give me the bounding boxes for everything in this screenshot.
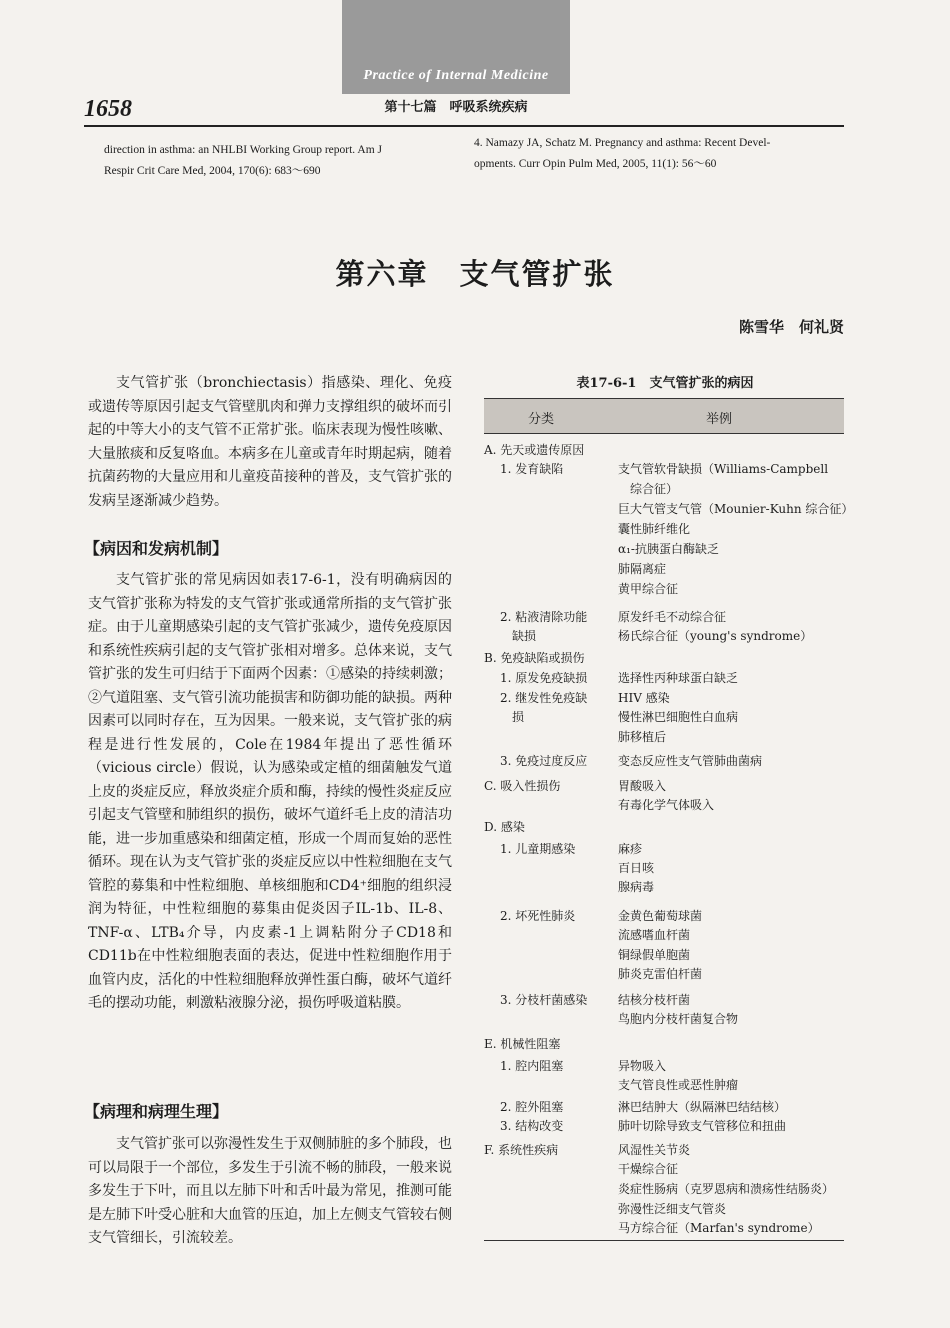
journal-title: Practice of Internal Medicine [363,68,549,83]
table-cell-example: 马方综合征（Marfan's syndrome） [618,1221,820,1235]
table-caption: 表17-6-1 支气管扩张的病因 [576,376,754,391]
table-cell-category: E. 机械性阻塞 [484,1037,561,1051]
section-heading-etiology: 【病因和发病机制】 [84,539,229,558]
table-cell-example: HIV 感染 [618,691,670,705]
table-cell-example: 有毒化学气体吸入 [618,798,715,812]
authors: 陈雪华 何礼贤 [738,318,844,336]
table-cell-category: 3. 分枝杆菌感染 [500,993,588,1007]
table-cell-category: C. 吸入性损伤 [484,779,561,793]
reference-left [104,140,456,182]
table-cell-category: 1. 发育缺陷 [500,462,564,476]
table-cell-example: 淋巴结肿大（纵隔淋巴结结核） [618,1100,787,1114]
table-cell-example: 弥漫性泛细支气管炎 [618,1202,727,1216]
table-cell-example: 金黄色葡萄球菌 [618,909,703,923]
table-cell-example: 选择性丙种球蛋白缺乏 [618,671,739,685]
table-cell-category: F. 系统性疾病 [484,1143,559,1157]
reference-line: opments. Curr Opin Pulm Med, 2005, 11(1): 56～60 [474,158,717,170]
table-cell-example: 鸟胞内分枝杆菌复合物 [618,1012,739,1026]
table-cell-example: 百日咳 [618,861,655,875]
table-cell-example: 铜绿假单胞菌 [618,948,691,962]
table-cell-example: 黄甲综合征 [618,582,679,596]
table-cell-example: 原发纤毛不动综合征 [618,610,727,624]
table-cell-example: 干燥综合征 [618,1162,679,1176]
table-cell-example: 慢性淋巴细胞性白血病 [618,710,739,724]
table-bottom-rule [484,1240,844,1241]
table-cell-example: 风湿性关节炎 [618,1143,691,1157]
table-cell-example: 腺病毒 [618,880,655,894]
reference-right [474,133,844,175]
section-heading-pathology: 【病理和病理生理】 [84,1102,229,1121]
table-cell-category: 损 [500,710,525,724]
chapter-title: 第六章 支气管扩张 [335,257,615,291]
table-cell-category: A. 先天或遗传原因 [484,443,585,457]
table-cell-example: 麻疹 [618,842,643,856]
table-cell-category: 1. 原发免疫缺损 [500,671,588,685]
table-header-example: 举例 [706,412,733,427]
table-cell-example: 肺移植后 [618,730,667,744]
table-cell-example: 支气管软骨缺损（Williams-Campbell [618,462,829,476]
table-cell-category: 3. 免疫过度反应 [500,754,588,768]
table-cell-example: 囊性肺纤维化 [618,522,691,536]
table-cell-category: D. 感染 [484,820,525,834]
table-cell-example: 流感嗜血杆菌 [618,928,691,942]
header-rule [84,125,844,127]
etiology-paragraph: 支气管扩张的常见病因如表17-6-1，没有明确病因的支气管扩张称为特发的支气管扩张或通常所指的支气管扩张症。由于儿童期感染引起的支气管扩张减少，遗传免疫原因和系统性疾病引起的支气管扩张相对增多。总体来说，支气管扩张的发生可归结于下面两个因素：①感染的持续刺激；②气道阻塞、支气管引流功能损害和防御功能的缺损。两种因素可以同时存在，互为因果。一般来说，支气管扩张的病程是进行性发展的，Cole在1984年提出了恶性循环（vicious circle）假说，认为感染或定植的细菌触发气道上皮的炎症反应，释放炎症介质和酶，持续的慢性炎症反应引起支气管壁和肺组织的损伤，破坏气道纤毛上皮的清洁功能，进一步加重感染和细菌定植，形成一个周而复始的恶性循环。现在认为支气管扩张的炎症反应以中性粒细胞在支气管腔的募集和中性粒细胞、单核细胞和CD4⁺细胞的组织浸润为特征，中性粒细胞的募集由促炎因子IL-1b、IL-8、TNF-α、LTB₄介导，内皮素-1上调粘附分子CD18和CD11b在中性粒细胞表面的表达，促进中性粒细胞作用于血管内皮，活化的中性粒细胞释放弹性蛋白酶，破坏气道纤毛的摆动功能，刺激粘液腺分泌，损伤呼吸道粘膜。 [88,572,452,1011]
table-cell-example: 炎症性肠病（克罗恩病和溃疡性结肠炎） [618,1182,835,1196]
reference-line: 4. Namazy JA, Schatz M. Pregnancy and asthma: Recent Devel- [474,137,771,149]
table-cell-example: 肺炎克雷伯杆菌 [618,967,703,981]
table-cell-category: 1. 腔内阻塞 [500,1059,564,1073]
table-cell-category: 2. 粘液清除功能 [500,610,588,624]
table-header-category: 分类 [528,412,555,427]
table-cell-category: B. 免疫缺陷或损伤 [484,651,585,665]
table-cell-category: 缺损 [500,629,537,643]
pathology-paragraph: 支气管扩张可以弥漫性发生于双侧肺脏的多个肺段，也可以局限于一个部位，多发生于引流不畅的肺段，一般来说多发生于下叶，而且以左肺下叶和舌叶最为常见，推测可能是左肺下叶受心脏和大血管的压迫，加上左侧支气管较右侧支气管细长，引流较差。 [88,1136,452,1246]
table-cell-example: 异物吸入 [618,1059,667,1073]
intro-paragraph: 支气管扩张（bronchiectasis）指感染、理化、免疫或遗传等原因引起支气管壁肌肉和弹力支撑组织的破坏而引起的中等大小的支气管不正常扩张。临床表现为慢性咳嗽、大量脓痰和反复咯血。本病多在儿童或青年时期起病，随着抗菌药物的大量应用和儿童疫苗接种的普及，支气管扩张的发病呈逐渐减少趋势。 [88,375,452,509]
table-cell-category: 2. 继发性免疫缺 [500,691,588,705]
table-cell-category: 2. 腔外阻塞 [500,1100,564,1114]
reference-line: direction in asthma: an NHLBI Working Group report. Am J [104,144,383,156]
table-header-rule [484,433,844,434]
table-cell-category: 1. 儿童期感染 [500,842,576,856]
table-cell-example: 结核分枝杆菌 [618,993,691,1007]
table-cell-category: 2. 坏死性肺炎 [500,909,576,923]
table-cell-example: 支气管良性或恶性肿瘤 [618,1078,739,1092]
section-label: 第十七篇 呼吸系统疾病 [384,100,528,115]
table-cell-category: 3. 结构改变 [500,1119,564,1133]
table-cell-example: 肺隔离症 [618,562,667,576]
reference-line: Respir Crit Care Med, 2004, 170(6): 683～690 [104,165,321,177]
table-cell-example: 杨氏综合征（young's syndrome） [618,629,813,643]
table-cell-example: 综合征） [618,482,679,496]
table-cell-example: 肺叶切除导致支气管移位和扭曲 [618,1119,787,1133]
table-cell-example: α₁-抗胰蛋白酶缺乏 [618,542,719,556]
table-cell-example: 巨大气管支气管（Mounier-Kuhn 综合征） [618,502,854,516]
page-number: 1658 [84,96,132,122]
table-cell-example: 胃酸吸入 [618,779,667,793]
table-cell-example: 变态反应性支气管肺曲菌病 [618,754,763,768]
